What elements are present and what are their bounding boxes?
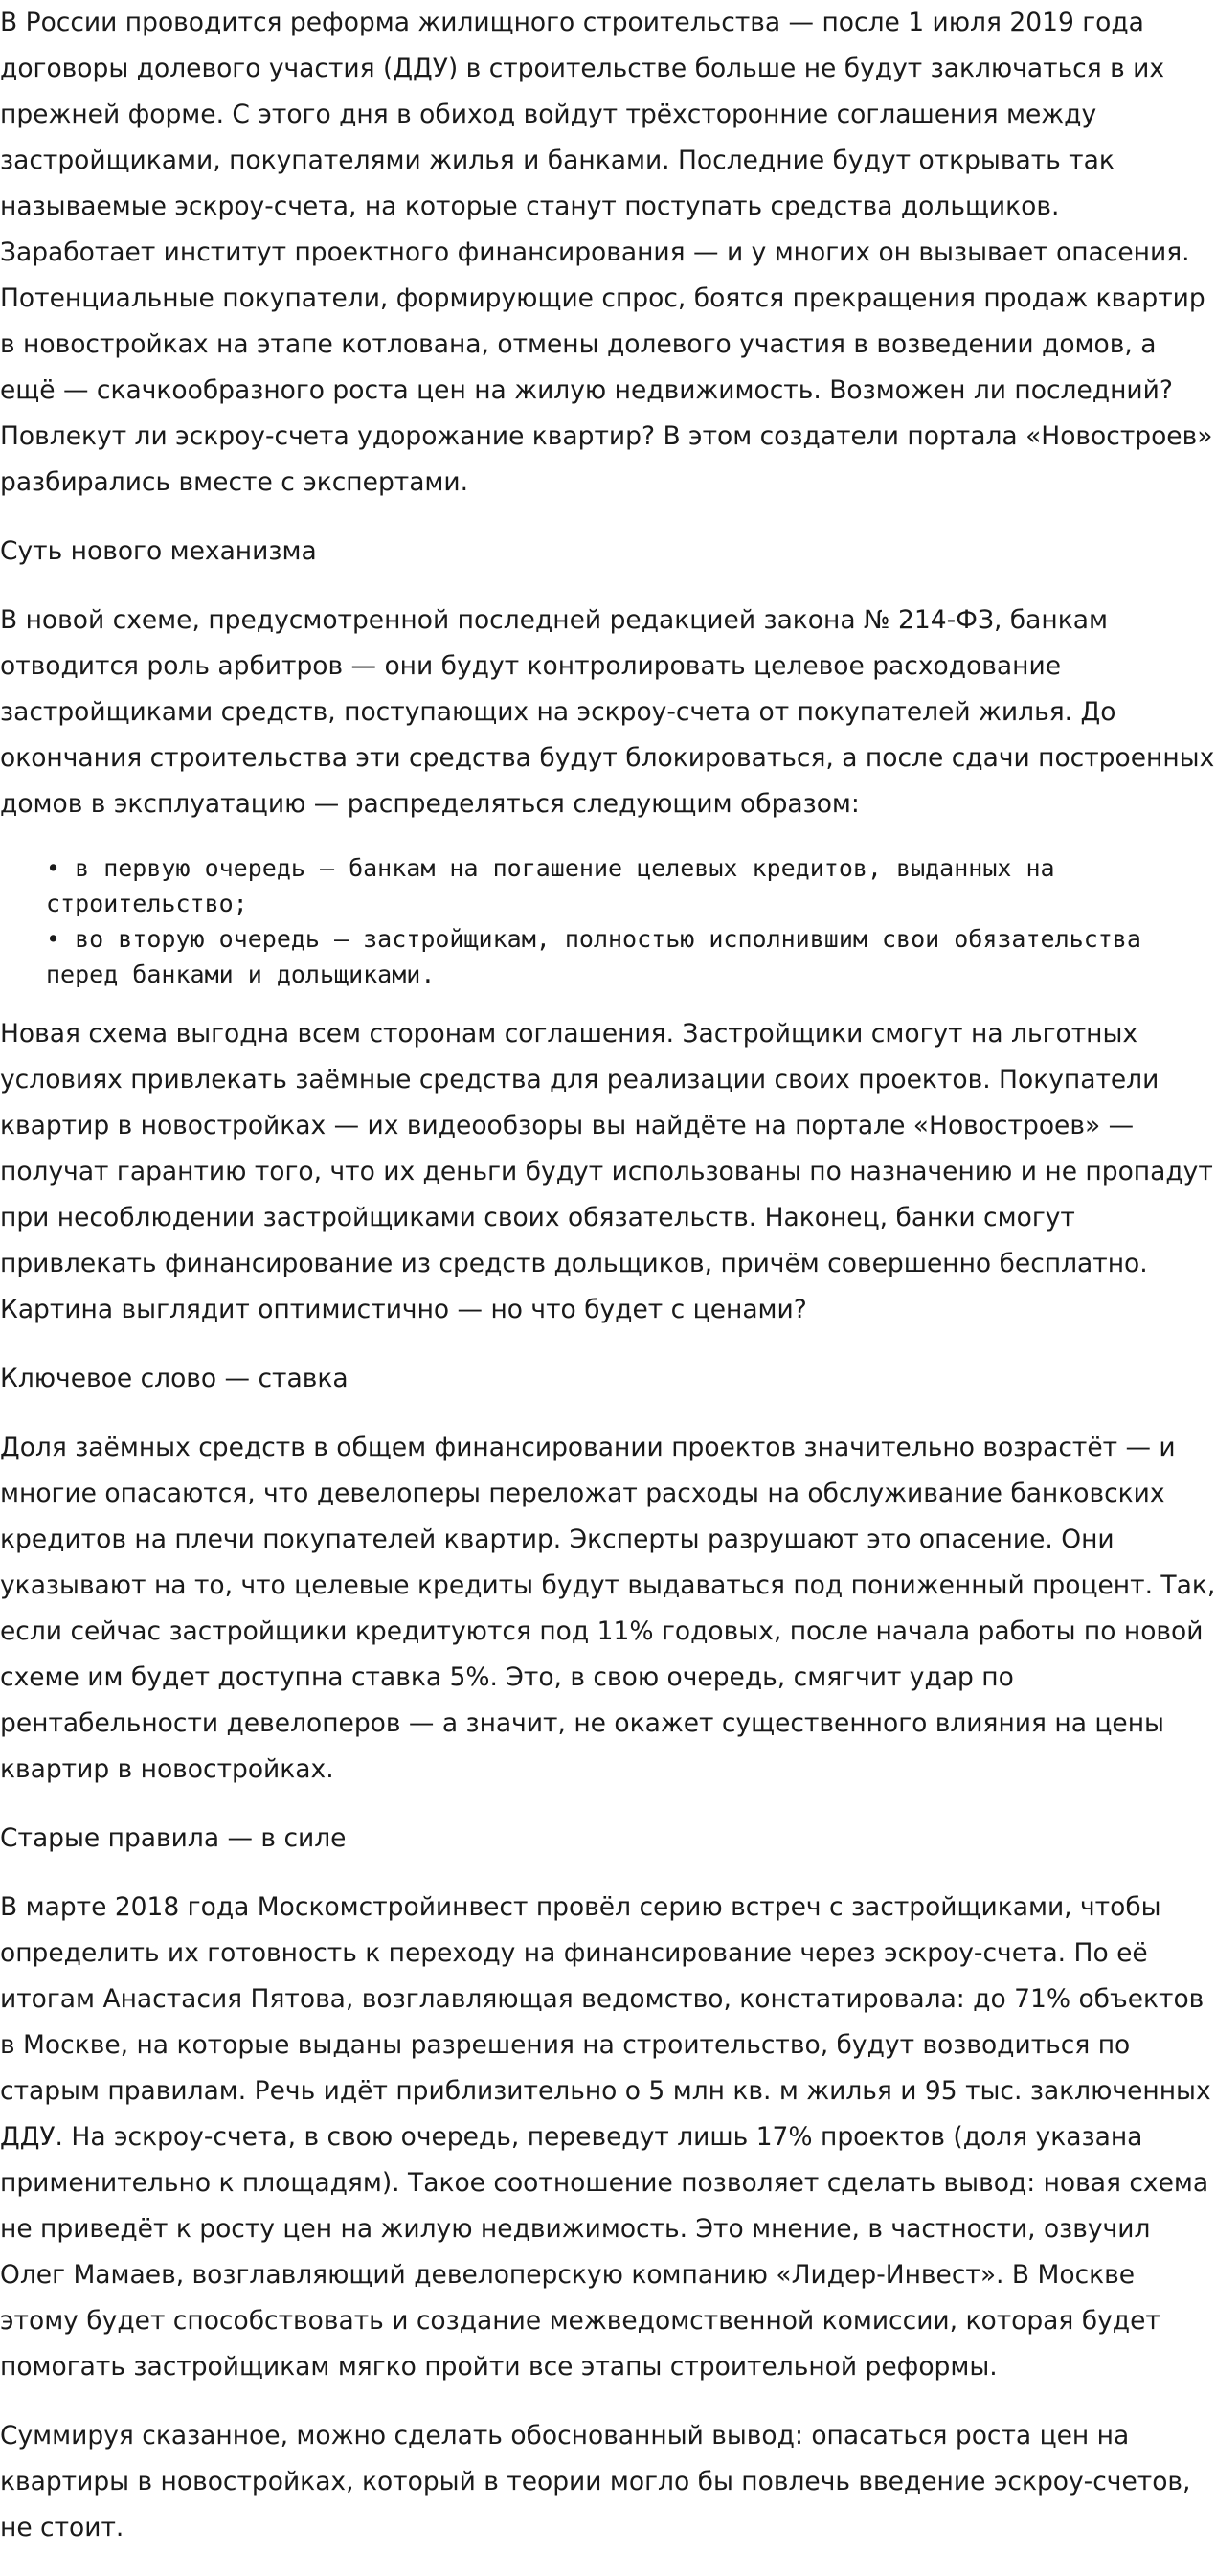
mechanism-paragraph: В новой схеме, предусмотренной последней редакцией закона № 214-ФЗ, банкам отводится роль арбитров — они будут контролировать целевое расходование застройщиками средств, поступающих на эскроу-счета от покупателей жилья. До окончания строительства эти средства будут блокироваться, а после сдачи построенных домов в эксплуатацию — распределяться следующим образом: xyxy=(0,605,1215,819)
section-title-old-rules: Старые правила — в силе xyxy=(0,1823,347,1853)
old-rules-paragraph: В марте 2018 года Москомстройинвест провёл серию встреч с застройщиками, чтобы определить их готовность к переходу на финансирование через эскроу-счета. По её итогам Анастасия Пятова, возглавляющая ведомство, констатировала: до 71% объектов в Москве, на которые выданы разрешения на строительство, будут возводиться по старым правилам. Речь идёт приблизительно о 5 млн кв. м жилья и 95 тыс. заключенных ДДУ. На эскроу-счета, в свою очередь, переведут лишь 17% проектов (доля указана применительно к площадям). Такое соотношение позволяет сделать вывод: новая схема не приведёт к росту цен на жилую недвижимость. Это мнение, в частности, озвучил Олег Мамаев, возглавляющий девелоперскую компанию «Лидер-Инвест». В Москве этому будет способствовать и создание межведомственной комиссии, которая будет помогать застройщикам мягко пройти все этапы строительной реформы. xyxy=(0,1892,1211,2382)
list-item: • в первую очередь — банкам на погашение целевых кредитов, выданных на строительство; xyxy=(46,854,1055,917)
rate-paragraph: Доля заёмных средств в общем финансировании проектов значительно возрастёт — и многие опасаются, что девелоперы переложат расходы на обслуживание банковских кредитов на плечи покупателей квартир. Эксперты разрушают это опасение. Они указывают на то, что целевые кредиты будут выдаваться под пониженный процент. Так, если сейчас застройщики кредитуются под 11% годовых, после начала работы по новой схеме им будет доступна ставка 5%. Это, в свою очередь, смягчит удар по рентабельности девелоперов — а значит, не окажет существенного влияния на цены квартир в новостройках. xyxy=(0,1433,1216,1784)
conclusion-paragraph: Суммируя сказанное, можно сделать обоснованный вывод: опасаться роста цен на квартиры в новостройках, который в теории могло бы повлечь введение эскроу-счетов, не стоит. xyxy=(0,2421,1191,2542)
list-item: • во вторую очередь — застройщикам, полностью исполнившим свои обязательства перед банками и дольщиками. xyxy=(46,925,1141,988)
section-title-rate: Ключевое слово — ставка xyxy=(0,1364,349,1393)
benefits-paragraph: Новая схема выгодна всем сторонам соглашения. Застройщики смогут на льготных условиях привлекать заёмные средства для реализации своих проектов. Покупатели квартир в новостройках — их видеообзоры вы найдёте на портале «Новостроев» — получат гарантию того, что их деньги будут использованы по назначению и не пропадут при несоблюдении застройщиками своих обязательств. Наконец, банки смогут привлекать финансирование из средств дольщиков, причём совершенно бесплатно. Картина выглядит оптимистично — но что будет с ценами? xyxy=(0,1019,1213,1324)
intro-paragraph: В России проводится реформа жилищного строительства — после 1 июля 2019 года договоры долевого участия (ДДУ) в строительстве больше не будут заключаться в их прежней форме. С этого дня в обиход войдут трёхсторонние соглашения между застройщиками, покупателями жилья и банками. Последние будут открывать так называемые эскроу-счета, на которые станут поступать средства дольщиков. Заработает институт проектного финансирования — и у многих он вызывает опасения. Потенциальные покупатели, формирующие спрос, боятся прекращения продаж квартир в новостройках на этапе котлована, отмены долевого участия в возведении домов, а ещё — скачкообразного роста цен на жилую недвижимость. Возможен ли последний? Повлекут ли эскроу-счета удорожание квартир? В этом создатели портала «Новостроев» разбирались вместе с экспертами. xyxy=(0,8,1213,497)
distribution-list xyxy=(0,850,1216,992)
section-title-mechanism: Суть нового механизма xyxy=(0,536,317,566)
